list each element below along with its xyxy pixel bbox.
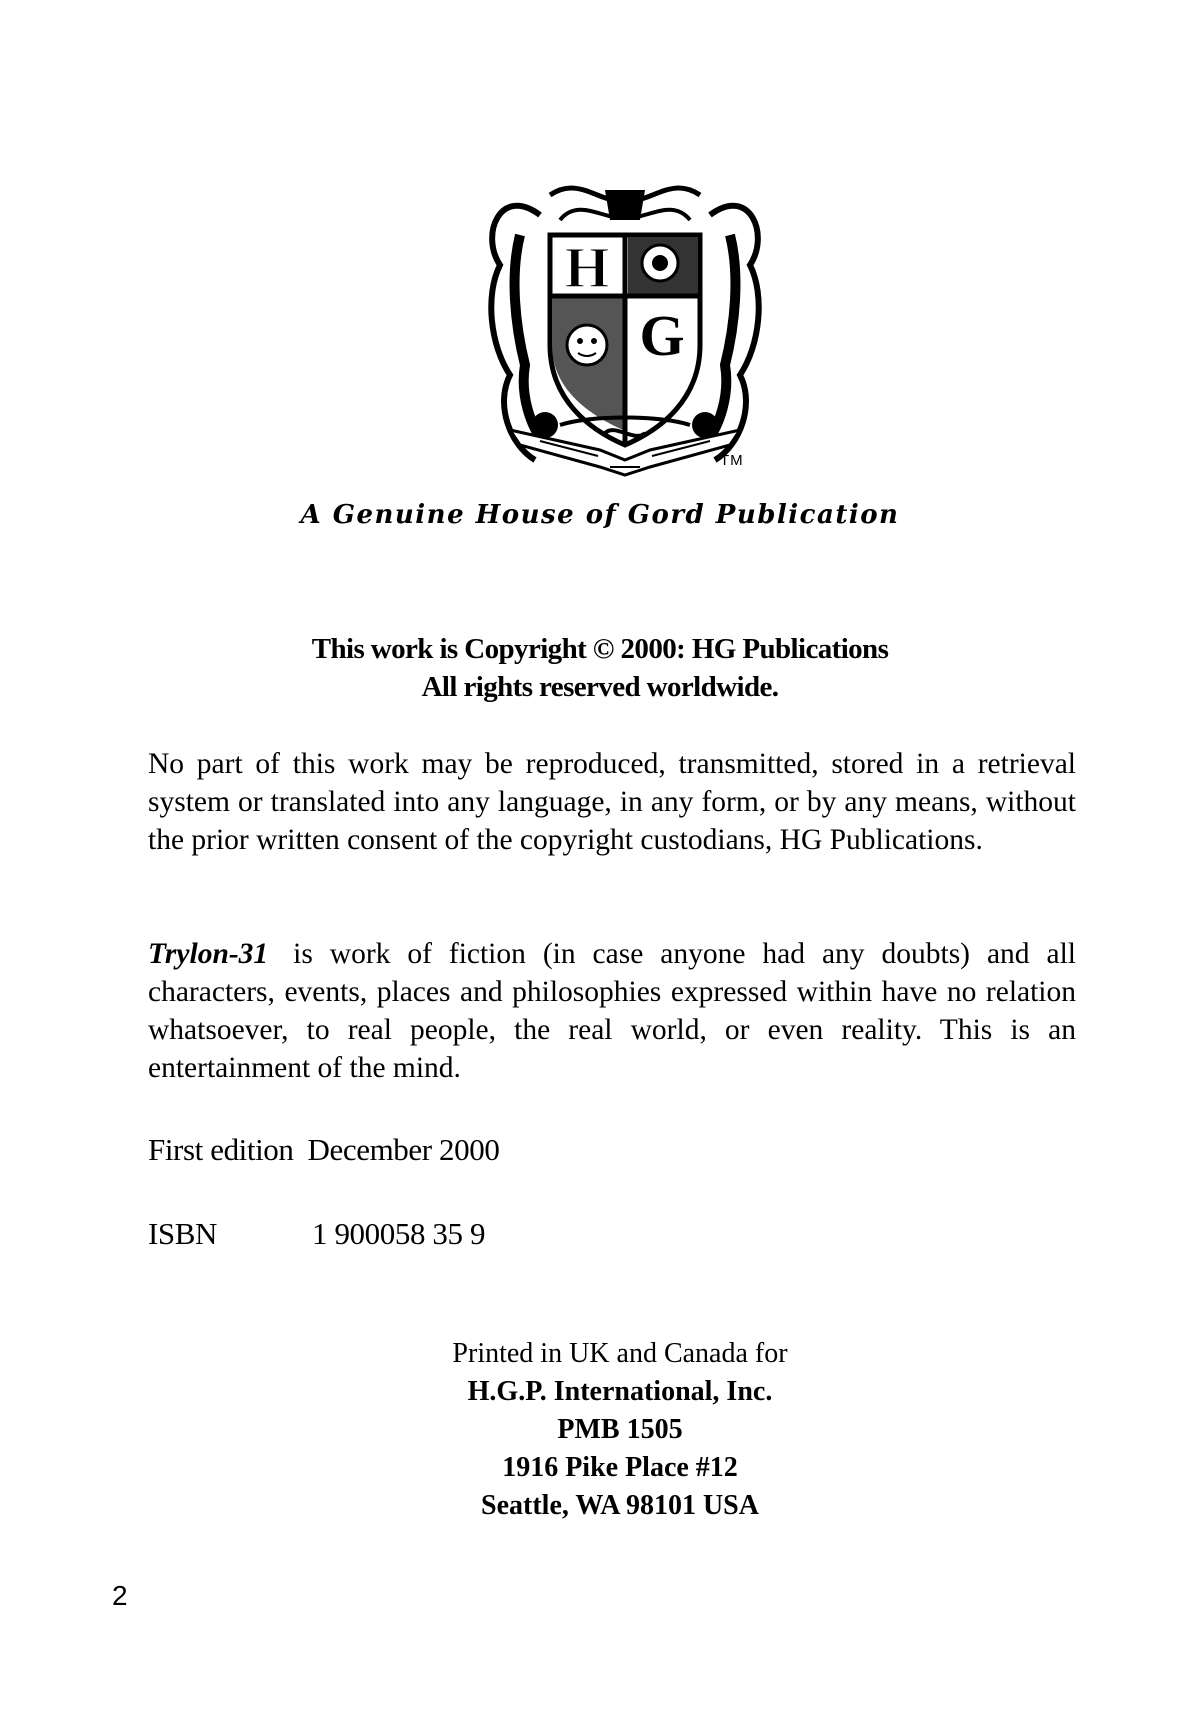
printer-company: H.G.P. International, Inc. <box>467 1376 773 1407</box>
isbn-line <box>148 1216 486 1252</box>
publisher-tagline: A Genuine House of Gord Publication <box>300 500 900 530</box>
edition-label: First edition <box>148 1132 294 1167</box>
isbn-label: ISBN <box>148 1216 218 1251</box>
edition-date: December 2000 <box>307 1132 500 1167</box>
fiction-disclaimer-paragraph <box>148 935 1076 1087</box>
house-of-gord-crest-logo <box>480 175 770 495</box>
fiction-disclaimer-text: is work of fiction (in case anyone had any doubts) and all characters, events, places and philosophies expressed within have no relation whatsoever, to real people, the real world, or even reality. This is an entertainment of the mind. <box>148 938 1076 1084</box>
crest-letter-h: H <box>564 235 610 300</box>
printer-street: 1916 Pike Place #12 <box>502 1452 738 1483</box>
printed-for-line: Printed in UK and Canada for <box>452 1338 788 1369</box>
copyright-notice <box>0 630 1200 706</box>
printer-address-block <box>0 1335 1200 1525</box>
trademark-symbol: TM <box>720 452 744 469</box>
printer-city: Seattle, WA 98101 USA <box>481 1490 759 1521</box>
copyright-line: This work is Copyright © 2000: HG Publications <box>311 633 889 665</box>
edition-line <box>148 1132 499 1168</box>
printer-mailbox: PMB 1505 <box>557 1414 683 1445</box>
book-title: Trylon-31 <box>148 938 269 970</box>
rights-reserved-line: All rights reserved worldwide. <box>421 671 779 703</box>
crest-letter-g: G <box>639 303 685 368</box>
reproduction-rights-paragraph: No part of this work may be reproduced, transmitted, stored in a retrieval system or translated into any language, in any form, or by any means, without the prior written consent of the copyright custodians, HG Publications. <box>148 748 1076 856</box>
page-number: 2 <box>112 1580 128 1611</box>
isbn-number: 1 900058 35 9 <box>312 1216 486 1251</box>
